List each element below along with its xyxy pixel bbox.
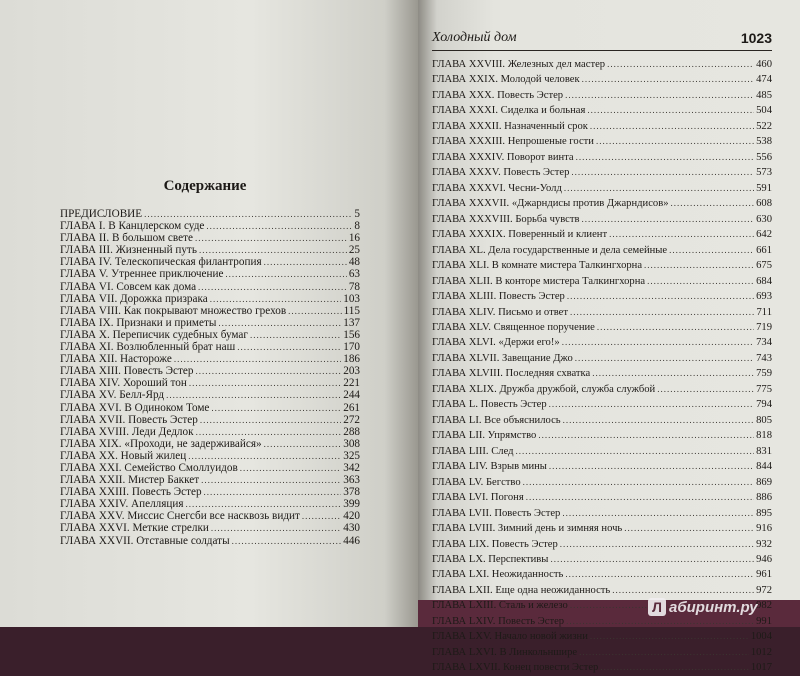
toc-entry-title: ГЛАВА XXXVII. «Джарндисы против Джарндисов» <box>432 198 669 210</box>
dot-leader <box>560 537 754 552</box>
toc-entry <box>432 212 772 227</box>
toc-entry-title: ГЛАВА LIV. Взрыв мины <box>432 461 547 473</box>
dot-leader <box>576 150 754 165</box>
toc-entry-page: 844 <box>756 461 772 473</box>
toc-entry <box>60 438 360 450</box>
toc-entry-title: ГЛАВА XLII. В конторе мистера Талкингхорна <box>432 275 646 287</box>
toc-entry-title: ГЛАВА XXIV. Апелляция <box>60 498 184 511</box>
toc-entry-title: ГЛАВА XL. Дела государственные и дела семейные <box>432 244 668 256</box>
dot-leader <box>516 444 755 459</box>
dot-leader <box>564 181 754 196</box>
dot-leader <box>538 428 754 443</box>
toc-entry-page: 137 <box>343 316 360 329</box>
toc-entry <box>432 645 772 660</box>
dot-leader <box>647 274 754 289</box>
toc-entry-page: 946 <box>756 554 772 565</box>
toc-entry-title: ГЛАВА XLVII. Завещание Джо <box>432 352 573 364</box>
dot-leader <box>582 72 754 87</box>
toc-entry-title: ГЛАВА XLIII. Повесть Эстер <box>432 291 565 303</box>
dot-leader <box>195 365 341 377</box>
toc-entry-page: 325 <box>343 449 360 462</box>
toc-entry-page: 693 <box>756 291 772 303</box>
toc-entry-title: ГЛАВА LVII. Повесть Эстер <box>432 507 561 519</box>
toc-entry <box>432 521 772 536</box>
toc-entry-title: ГЛАВА XXXI. Сиделка и больная <box>432 105 586 117</box>
toc-entry <box>432 366 772 381</box>
dot-leader <box>600 660 748 675</box>
toc-entry-page: 378 <box>343 486 360 499</box>
dot-leader <box>200 414 341 426</box>
toc-entry <box>432 459 772 474</box>
toc-entry-page: 522 <box>756 120 772 132</box>
toc-entry-title: ГЛАВА LXII. Еще одна неожиданность <box>432 584 611 596</box>
dot-leader <box>264 438 342 450</box>
toc-entry <box>60 510 360 522</box>
dot-leader <box>596 134 754 149</box>
dot-leader <box>210 293 342 305</box>
toc-entry <box>432 181 772 196</box>
toc-entry <box>432 506 772 521</box>
toc-entry-title: ГЛАВА XXV. Миссис Снегсби все насквозь видит <box>60 510 300 523</box>
toc-entry-title: ГЛАВА XXIII. Повесть Эстер <box>60 486 202 499</box>
toc-entry <box>432 119 772 134</box>
dot-leader <box>211 402 341 414</box>
left-page <box>0 0 418 627</box>
dot-leader <box>644 258 754 273</box>
toc-entry-title: ГЛАВА II. В большом свете <box>60 232 193 245</box>
page-number: 1023 <box>740 30 772 46</box>
dot-leader <box>565 88 754 103</box>
dot-leader <box>671 196 755 211</box>
toc-entry-page: 78 <box>348 280 360 293</box>
toc-entry-title: ГЛАВА XLI. В комнате мистера Талкингхорна <box>432 260 643 272</box>
toc-entry-title: ГЛАВА XXXII. Назначенный срок <box>432 120 588 132</box>
toc-entry-title: ГЛАВА V. Утреннее приключение <box>60 268 224 281</box>
dot-leader <box>579 645 749 660</box>
dot-leader <box>592 366 754 381</box>
dot-leader <box>302 510 341 522</box>
dot-leader <box>288 305 342 317</box>
toc-entry <box>60 486 360 498</box>
toc-entry-title: ГЛАВА LXV. Начало новой жизни <box>432 631 588 643</box>
toc-entry-page: 961 <box>756 569 772 581</box>
toc-entry <box>432 103 772 118</box>
toc-entry-title: ГЛАВА VI. Совсем как дома <box>60 280 197 293</box>
toc-right-list <box>432 57 772 676</box>
dot-leader <box>225 268 346 280</box>
dot-leader <box>237 341 341 353</box>
toc-entry-page: 221 <box>343 377 360 390</box>
toc-entry <box>432 475 772 490</box>
toc-entry-title: ГЛАВА XXXV. Повесть Эстер <box>432 167 570 179</box>
toc-entry <box>60 244 360 256</box>
toc-entry <box>60 305 360 317</box>
toc-entry <box>60 414 360 426</box>
toc-entry-page: 538 <box>756 136 772 148</box>
toc-entry-page: 342 <box>343 461 360 474</box>
dot-leader <box>211 522 341 534</box>
dot-leader <box>597 320 754 335</box>
toc-entry-title: ГЛАВА XXXIII. Непрошеные гости <box>432 136 594 148</box>
toc-entry-page: 591 <box>756 182 772 194</box>
toc-entry <box>432 150 772 165</box>
dot-leader <box>264 256 347 268</box>
dot-leader <box>201 474 341 486</box>
toc-entry-title: ГЛАВА LI. Все объяснилось <box>432 414 561 426</box>
dot-leader <box>189 377 341 389</box>
toc-entry-page: 244 <box>343 389 360 402</box>
toc-entry-page: 886 <box>756 492 772 504</box>
toc-entry <box>60 450 360 462</box>
toc-entry-title: ГЛАВА IX. Признаки и приметы <box>60 316 217 329</box>
toc-entry-title: ГЛАВА LXIV. Повесть Эстер <box>432 615 565 627</box>
toc-entry-page: 308 <box>343 437 360 450</box>
dot-leader <box>549 397 754 412</box>
dot-leader <box>199 244 347 256</box>
toc-entry-page: 115 <box>343 304 360 317</box>
toc-entry-page: 420 <box>343 510 360 523</box>
toc-entry-page: 1017 <box>750 662 772 674</box>
toc-entry-title: ГЛАВА XVI. В Одиноком Томе <box>60 401 210 414</box>
dot-leader <box>195 232 347 244</box>
toc-entry <box>60 535 360 547</box>
toc-entry-title: ГЛАВА LII. Упрямство <box>432 430 537 442</box>
dot-leader <box>570 305 755 320</box>
toc-entry-page: 932 <box>756 538 772 550</box>
toc-entry-page: 430 <box>343 522 360 535</box>
toc-entry-page: 485 <box>756 89 772 101</box>
toc-entry-title: ГЛАВА XX. Новый жилец <box>60 449 187 462</box>
toc-entry-title: ГЛАВА LVIII. Зимний день и зимняя ночь <box>432 523 623 535</box>
toc-entry-title: ПРЕДИСЛОВИЕ <box>60 208 143 220</box>
toc-entry <box>60 341 360 353</box>
toc-entry <box>432 258 772 273</box>
dot-leader <box>563 413 755 428</box>
toc-entry <box>60 232 360 244</box>
toc-entry <box>432 72 772 87</box>
toc-entry <box>432 444 772 459</box>
toc-entry-page: 288 <box>343 425 360 438</box>
toc-entry-page: 1012 <box>750 646 772 658</box>
toc-entry-title: ГЛАВА XXXIX. Поверенный и клиент <box>432 229 608 241</box>
toc-entry <box>432 227 772 242</box>
toc-entry-page: 991 <box>756 615 772 627</box>
toc-entry <box>432 320 772 335</box>
labirint-watermark <box>648 594 788 620</box>
toc-entry <box>60 220 360 232</box>
toc-entry <box>432 413 772 428</box>
toc-entry-title: ГЛАВА LV. Бегство <box>432 476 521 488</box>
toc-entry-title: ГЛАВА LIII. След <box>432 445 514 457</box>
toc-entry-title: ГЛАВА XXXIV. Поворот винта <box>432 151 574 163</box>
toc-entry-title: ГЛАВА XXXVI. Чесни-Уолд <box>432 182 562 194</box>
dot-leader <box>198 281 347 293</box>
dot-leader <box>526 490 754 505</box>
toc-entry-title: ГЛАВА XXI. Семейство Смоллуидов <box>60 461 238 474</box>
toc-entry-page: 630 <box>756 213 772 225</box>
dot-leader <box>582 212 755 227</box>
dot-leader <box>609 227 754 242</box>
dot-leader <box>587 103 754 118</box>
toc-entry <box>432 243 772 258</box>
toc-entry <box>60 498 360 510</box>
toc-entry-title: ГЛАВА XVII. Повесть Эстер <box>60 413 198 426</box>
toc-entry-title: ГЛАВА XXII. Мистер Баккет <box>60 474 200 487</box>
toc-entry-page: 642 <box>756 229 772 241</box>
toc-entry-page: 982 <box>756 600 772 612</box>
dot-leader <box>523 475 754 490</box>
toc-entry <box>60 208 360 220</box>
toc-entry <box>60 474 360 486</box>
toc-entry-title: ГЛАВА XXXVIII. Борьба чувств <box>432 213 580 225</box>
toc-entry-page: 608 <box>756 198 772 210</box>
dot-leader <box>575 351 754 366</box>
toc-entry <box>432 289 772 304</box>
running-head-title: Холодный дом <box>432 30 517 45</box>
toc-entry-page: 895 <box>756 507 772 519</box>
toc-entry-title: ГЛАВА XI. Возлюбленный брат наш <box>60 341 236 354</box>
dot-leader <box>562 335 754 350</box>
toc-entry-page: 573 <box>756 167 772 179</box>
toc-entry-title: ГЛАВА XXX. Повесть Эстер <box>432 89 564 101</box>
toc-entry-page: 805 <box>756 414 772 426</box>
toc-heading: Содержание <box>163 178 247 194</box>
toc-entry-title: ГЛАВА X. Переписчик судебных бумаг <box>60 328 248 341</box>
dot-leader <box>607 57 754 72</box>
dot-leader <box>166 389 341 401</box>
toc-entry-title: ГЛАВА XLIX. Дружба дружбой, служба службой <box>432 383 656 395</box>
toc-entry-title: ГЛАВА XV. Белл-Ярд <box>60 389 165 402</box>
toc-entry-page: 5 <box>354 208 360 220</box>
toc-entry-title: ГЛАВА XXVII. Отставные солдаты <box>60 534 230 547</box>
toc-entry-title: ГЛАВА L. Повесть Эстер <box>432 399 547 411</box>
toc-entry-title: ГЛАВА XIV. Хороший тон <box>60 377 187 390</box>
toc-entry-page: 25 <box>348 244 360 257</box>
toc-entry-page: 743 <box>756 352 772 364</box>
toc-entry-page: 103 <box>343 292 360 305</box>
toc-entry-page: 186 <box>343 353 360 366</box>
dot-leader <box>550 552 754 567</box>
toc-entry <box>432 196 772 211</box>
toc-entry-title: ГЛАВА LXVI. В Линкольншире <box>432 646 578 658</box>
toc-entry-page: 156 <box>343 328 360 341</box>
dot-leader <box>571 165 754 180</box>
dot-leader <box>624 521 754 536</box>
toc-entry <box>432 567 772 582</box>
toc-entry-title: ГЛАВА XLV. Священное поручение <box>432 321 595 333</box>
toc-entry-page: 831 <box>756 445 772 457</box>
toc-entry-title: ГЛАВА XXVI. Меткие стрелки <box>60 522 209 535</box>
toc-entry-page: 261 <box>343 401 360 414</box>
dot-leader <box>174 353 341 365</box>
toc-entry-page: 48 <box>348 256 360 269</box>
toc-entry <box>60 317 360 329</box>
dot-leader <box>206 220 352 232</box>
toc-entry <box>60 402 360 414</box>
toc-entry-page: 661 <box>756 244 772 256</box>
toc-entry-page: 272 <box>343 413 360 426</box>
toc-entry-page: 734 <box>756 337 772 349</box>
toc-entry-title: ГЛАВА XIII. Повесть Эстер <box>60 365 194 378</box>
toc-entry <box>432 382 772 397</box>
toc-entry-page: 775 <box>756 383 772 395</box>
toc-entry-page: 916 <box>756 523 772 535</box>
dot-leader <box>196 426 342 438</box>
toc-entry-page: 818 <box>756 430 772 442</box>
toc-entry-page: 363 <box>343 474 360 487</box>
toc-entry <box>432 165 772 180</box>
toc-entry-title: ГЛАВА VII. Дорожка призрака <box>60 292 208 305</box>
toc-entry-page: 794 <box>756 399 772 411</box>
dot-leader <box>204 486 342 498</box>
toc-entry <box>60 377 360 389</box>
toc-entry-page: 8 <box>354 220 360 233</box>
toc-entry-page: 1004 <box>750 631 772 643</box>
dot-leader <box>567 289 754 304</box>
dot-leader <box>565 567 754 582</box>
toc-entry-page: 446 <box>343 534 360 547</box>
toc-entry-page: 203 <box>343 365 360 378</box>
dot-leader <box>250 329 341 341</box>
toc-entry <box>60 353 360 365</box>
toc-entry <box>60 389 360 401</box>
toc-entry-title: ГЛАВА XII. Настороже <box>60 353 172 366</box>
toc-entry-page: 719 <box>756 321 772 333</box>
toc-entry <box>60 329 360 341</box>
toc-entry-title: ГЛАВА LXVII. Конец повести Эстер <box>432 662 599 674</box>
toc-entry-page: 972 <box>756 584 772 596</box>
toc-left-list <box>60 208 360 547</box>
toc-entry <box>432 490 772 505</box>
dot-leader <box>669 243 754 258</box>
toc-entry-title: ГЛАВА XIX. «Проходи, не задерживайся» <box>60 437 262 450</box>
toc-entry-title: ГЛАВА XLVIII. Последняя схватка <box>432 368 591 380</box>
toc-entry <box>432 537 772 552</box>
toc-entry <box>60 268 360 280</box>
toc-entry-title: ГЛАВА XLVI. «Держи его!» <box>432 337 560 349</box>
toc-entry <box>432 88 772 103</box>
dot-leader <box>218 317 341 329</box>
toc-entry <box>432 134 772 149</box>
dot-leader <box>590 119 754 134</box>
toc-entry <box>432 305 772 320</box>
dot-leader <box>549 459 754 474</box>
labirint-logo-icon: Л <box>648 598 666 616</box>
toc-entry-page: 399 <box>343 498 360 511</box>
dot-leader <box>188 450 341 462</box>
toc-entry <box>60 462 360 474</box>
toc-entry-title: ГЛАВА LXI. Неожиданность <box>432 569 564 581</box>
toc-entry <box>60 256 360 268</box>
toc-entry <box>432 428 772 443</box>
toc-entry-title: ГЛАВА I. В Канцлерском суде <box>60 220 205 233</box>
toc-entry-page: 474 <box>756 74 772 86</box>
dot-leader <box>232 535 342 547</box>
toc-entry <box>60 365 360 377</box>
toc-entry-title: ГЛАВА III. Жизненный путь <box>60 244 197 257</box>
toc-entry <box>432 397 772 412</box>
watermark-text: абиринт.ру <box>669 598 758 616</box>
dot-leader <box>186 498 342 510</box>
toc-entry <box>60 426 360 438</box>
toc-entry <box>432 274 772 289</box>
toc-entry <box>60 281 360 293</box>
toc-entry-title: ГЛАВА LIX. Повесть Эстер <box>432 538 558 550</box>
toc-entry-page: 170 <box>343 341 360 354</box>
toc-entry-page: 869 <box>756 476 772 488</box>
toc-entry-page: 460 <box>756 59 772 70</box>
toc-entry-page: 504 <box>756 105 772 117</box>
toc-entry-title: ГЛАВА LX. Перспективы <box>432 554 549 565</box>
toc-entry <box>432 57 772 72</box>
toc-entry-page: 759 <box>756 368 772 380</box>
toc-entry-title: ГЛАВА XLIV. Письмо и ответ <box>432 306 568 318</box>
toc-entry <box>432 629 772 644</box>
toc-entry-title: ГЛАВА VIII. Как покрывают множество грехов <box>60 304 287 317</box>
toc-entry-title: ГЛАВА IV. Телескопическая филантропия <box>60 256 262 269</box>
dot-leader <box>240 462 341 474</box>
dot-leader <box>144 208 352 220</box>
toc-entry-page: 63 <box>348 268 360 281</box>
dot-leader <box>562 506 754 521</box>
toc-entry-page: 684 <box>756 275 772 287</box>
toc-entry-title: ГЛАВА LXIII. Сталь и железо <box>432 600 568 612</box>
toc-entry <box>60 293 360 305</box>
dot-leader <box>590 629 749 644</box>
toc-entry <box>60 522 360 534</box>
dot-leader <box>657 382 754 397</box>
toc-entry-title: ГЛАВА XXVIII. Железных дел мастер <box>432 59 606 70</box>
toc-entry-title: ГЛАВА LVI. Погоня <box>432 492 524 504</box>
running-header <box>432 28 772 51</box>
toc-entry-title: ГЛАВА XVIII. Леди Дедлок <box>60 425 194 438</box>
toc-entry-page: 675 <box>756 260 772 272</box>
toc-entry <box>432 351 772 366</box>
toc-entry-page: 556 <box>756 151 772 163</box>
toc-entry <box>432 552 772 567</box>
toc-entry-page: 16 <box>348 232 360 245</box>
toc-entry <box>432 660 772 675</box>
toc-entry <box>432 335 772 350</box>
toc-entry-title: ГЛАВА XXIX. Молодой человек <box>432 74 580 86</box>
toc-entry-page: 711 <box>756 306 772 318</box>
